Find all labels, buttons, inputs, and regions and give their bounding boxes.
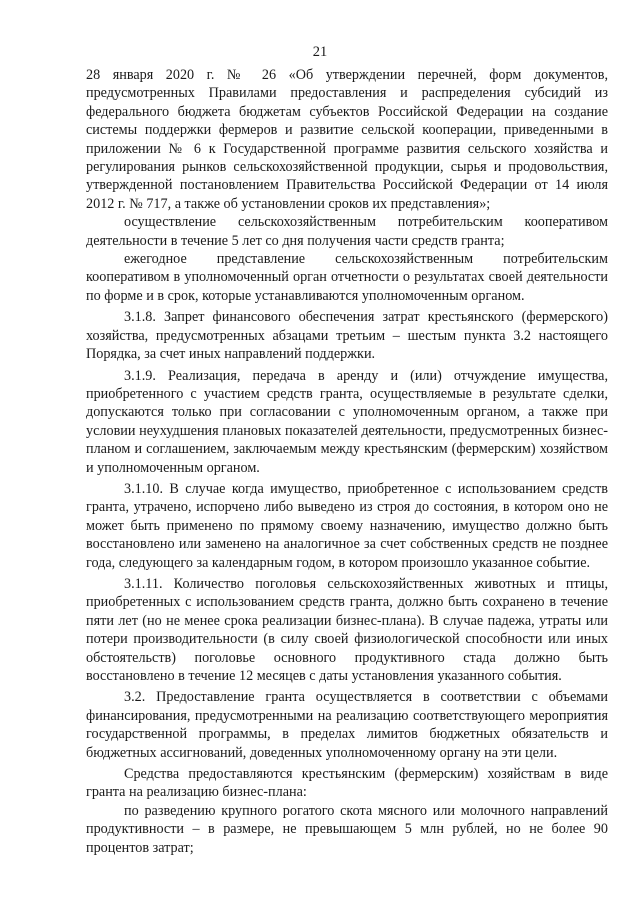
page-number: 21 [312,44,328,60]
paragraph-continuation: 28 января 2020 г. № 26 «Об утверждении перечней, форм документов, предусмотренных Правилами предоставления и распределения субсидий из федерального бюджета бюджетам субъектов Российской Федерации на создание системы поддержки фермеров и развитие сельской кооперации, приведенными в приложении № 6 к Государственной программе развития сельского хозяйства и регулирования рынков сельскохозяйственной продукции, сырья и продовольствия, утвержденной постановлением Правительства Российской Федерации от 14 июля 2012 г. № 717, а также об установлении сроков их представления»; [86,67,608,212]
paragraph-clause-3-2: 3.2. Предоставление гранта осуществляется в соответствии с объемами финансирования, предусмотренными на реализацию соответствующего мероприятия государственной программы, в пределах лимитов бюджетных обязательств и бюджетных ассигнований, доведенных уполномоченному органу на эти цели. [86,689,608,761]
paragraph-clause-3-1-11: 3.1.11. Количество поголовья сельскохозяйственных животных и птицы, приобретенных с использованием средств гранта, должно быть сохранено в течение пяти лет (но не менее срока реализации бизнес-плана). В случае падежа, утраты или потери производительности (в силу своей физиологической способности или иных обстоятельств) поголовье основного продуктивного стада должно быть восстановлено в течение 12 месяцев с даты установления указанного события. [86,575,608,684]
paragraph-annual-reporting: ежегодное представление сельскохозяйственным потребительским кооперативом в уполномоченный орган отчетности о результатах своей деятельности по форме и в срок, которые устанавливаются уполномоченным органом. [86,251,608,304]
paragraph-clause-3-1-8: 3.1.8. Запрет финансового обеспечения затрат крестьянского (фермерского) хозяйства, предусмотренных абзацами третьим – шестым пункта 3.2 настоящего Порядка, за счет иных направлений поддержки. [86,309,608,363]
paragraph-funds-provided: Средства предоставляются крестьянским (фермерским) хозяйствам в виде гранта на реализацию бизнес-плана: [86,766,608,801]
paragraph-clause-3-1-10: 3.1.10. В случае когда имущество, приобретенное с использованием средств гранта, утрачено, испорчено либо выведено из строя до состояния, в котором оно не может быть применено по прямому своему назначению, имущество должно быть восстановлено или заменено на аналогичное за счет собственных средств не позднее года, следующего за календарным годом, в котором произошло указанное событие. [86,480,608,571]
document-body [86,66,608,857]
paragraph-cooperative-activity: осуществление сельскохозяйственным потребительским кооперативом деятельности в течение 5 лет со дня получения части средств гранта; [86,214,608,249]
paragraph-cattle-breeding: по разведению крупного рогатого скота мясного или молочного направлений продуктивности – в размере, не превышающем 5 млн рублей, но не более 90 процентов затрат; [86,802,608,856]
paragraph-clause-3-1-9: 3.1.9. Реализация, передача в аренду и (или) отчуждение имущества, приобретенного с участием средств гранта, осуществляемые в результате сделки, допускаются только при согласовании с уполномоченным органом, а также при условии неухудшения плановых показателей деятельности, предусмотренных бизнес-планом и соглашением, заключаемым между крестьянским (фермерским) хозяйством и уполномоченным органом. [86,367,608,476]
